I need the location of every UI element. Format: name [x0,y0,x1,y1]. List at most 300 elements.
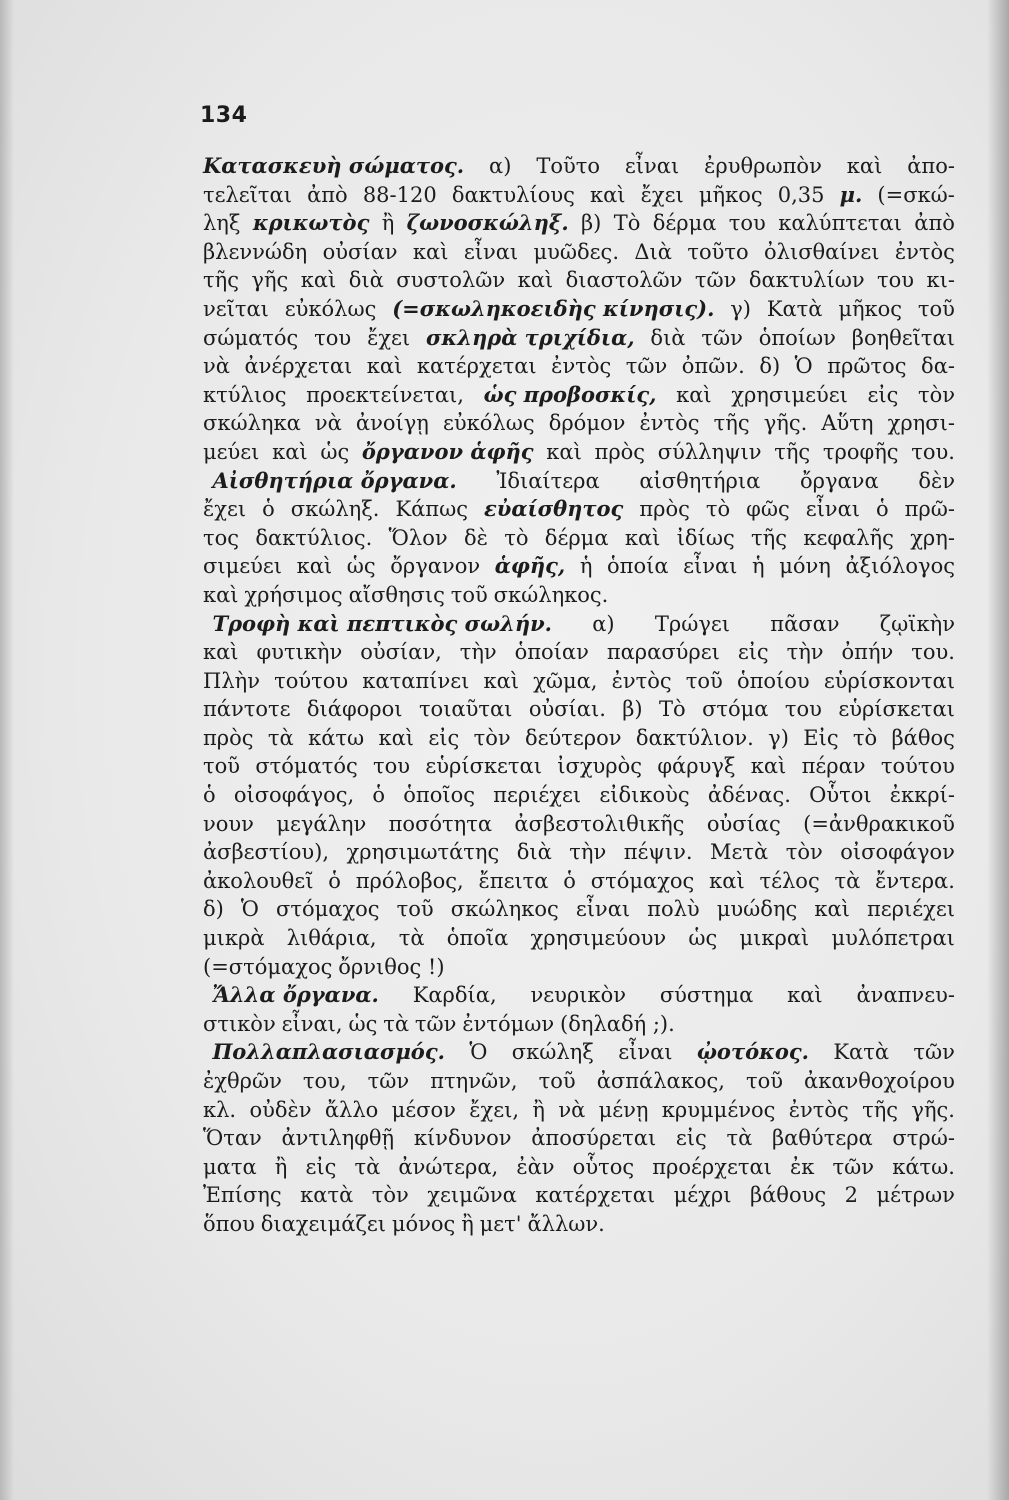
text-token: πρὸς [639,497,690,522]
text-token: ἀσβεστολιθικῆς [514,811,685,836]
text-token: ὡς [348,1011,378,1036]
text-line [203,409,955,438]
text-token: οὐδὲν [249,1097,312,1122]
text-token: ἐντόμων [462,1011,555,1036]
text-token: ἀκολουθεῖ [203,868,314,893]
text-token: φῶς [746,497,790,522]
text-token: περιέχει [866,897,955,922]
text-line [203,667,955,696]
text-token: καὶ [366,354,403,379]
text-token: ἀναπνευ- [856,983,955,1008]
text-line [203,610,955,639]
text-token: του [784,697,822,722]
text-token: δὲ [463,525,488,550]
text-token: τῶν [701,325,743,350]
text-token: πέψιν. [623,840,693,865]
text-token: ἀντιληφθῇ [281,1126,395,1151]
text-line [203,752,955,781]
text-token: ὁποῖος [403,783,475,808]
text-token: χρη- [910,525,955,550]
text-token: ἐντὸς [611,668,672,693]
text-token: μόνη [779,554,831,579]
text-token: τὸν [785,840,823,865]
text-token: σώματός [203,325,299,350]
text-token: σκώληξ. [290,497,380,522]
text-token: ὄρνιθος !) [338,954,445,979]
text-line [203,1124,955,1153]
bold-italic-term: Τροφὴ καὶ πεπτικὸς σωλήν. [212,610,552,636]
text-line [203,209,955,238]
text-token: τῶν [625,354,668,379]
text-token: δ) [759,354,781,379]
text-token: του, [302,1069,347,1093]
text-token: ὁ [328,868,341,893]
text-token: δὲν [918,468,955,493]
bold-italic-term: ἁφῆς, [494,553,566,579]
text-line [203,838,955,867]
text-token: καὶ [203,640,239,665]
text-token: εἰς [867,382,899,407]
text-token: του. [911,640,955,665]
text-token: σκώληκος [450,897,559,922]
text-token: ἀνώτερα, [398,1154,499,1179]
text-token: κεφαλῆς [803,525,894,550]
text-token: ὡς [346,554,376,579]
text-line [203,467,955,496]
text-token: διὰ [650,325,686,350]
text-token: καὶ [296,554,333,579]
text-token: τούτου [880,754,955,779]
text-token: προεκτείνεται, [306,382,464,407]
text-token: δακτύλιον. [635,725,754,750]
text-token: μόνος [391,1211,456,1236]
text-token: Ἰδιαίτερα [496,468,600,493]
text-token: δα- [921,354,955,379]
text-token: βοηθεῖται [851,325,955,350]
bold-italic-term: (=σκωληκοειδὴς κίνησις). [392,295,715,321]
text-token: σκώληκα [203,411,301,436]
text-token: ἀσπάλακος, [596,1069,725,1093]
text-token: τροφῆς [822,439,899,464]
text-token: ἐὰν [516,1154,555,1179]
text-token: 0,35 [777,182,825,207]
text-body [203,152,955,1239]
text-line [203,981,955,1010]
text-token: (=ἀνθρακικοῦ [803,811,955,836]
text-token: εἶναι [805,497,860,522]
text-token: μικρὰ [203,926,265,951]
text-token: τὴν [459,640,497,665]
text-token: οὗτος [572,1154,635,1179]
text-token: τῶν [832,1154,875,1179]
text-token: τὸ [705,497,731,522]
text-token: τοῦ [917,296,955,321]
text-token: ὀπῶν. [681,354,745,379]
text-token: α) [592,611,615,636]
text-token: καὶ [709,868,745,893]
text-token: μεύει [203,439,260,464]
text-token: πρῶτος [827,354,907,379]
text-line [203,781,955,810]
text-token: ὅπου [203,1211,255,1236]
text-token: τοῦ [685,668,723,693]
text-token: βάθους [749,1183,827,1208]
text-token: τὰ [398,926,425,951]
text-token: φάρυγξ [657,754,736,779]
text-line [203,1038,955,1067]
text-token: χρησιμωτάτης [346,840,500,865]
text-token: τῆς [862,1097,899,1122]
text-line [203,1010,955,1039]
text-token: δακτυλίους [451,182,575,207]
bold-italic-term: μ. [839,181,863,207]
bold-italic-term: εὐαίσθητος [483,496,624,522]
text-token: νὰ [314,411,342,436]
text-token: Τοῦτο [536,154,600,178]
text-token: χῶμα, [533,668,598,693]
text-token: τὰ [354,1154,381,1179]
text-token: ὁποίαν [514,640,589,665]
text-token: ὁ [563,868,576,893]
text-token: ὡς [688,926,718,951]
text-token: κίνδυνον [413,1126,512,1151]
text-token: τούτου [274,668,349,693]
text-line [203,895,955,924]
text-token: ἡ [579,554,593,579]
text-line [203,238,955,267]
text-token: ὡς [320,439,350,464]
text-token: ὁ [203,783,216,808]
text-token: εἶναι [618,1040,673,1065]
text-token: ὁ [875,497,889,522]
bold-italic-term: ζωνοσκώληξ. [406,210,569,236]
text-token: πολὺ [647,897,700,922]
text-token: ἔχει [203,497,247,522]
text-token: του [728,211,766,236]
text-token: ἀνέρχεται [244,354,353,379]
text-token: γ) [768,725,789,750]
text-token: νουν [203,811,254,836]
text-token: πέραν [801,754,866,779]
text-token: ἰδίως [676,525,735,550]
text-token: καταπίνει [362,668,470,693]
bold-italic-term: Ἄλλα ὄργανα. [212,982,379,1008]
text-token: μετ' [479,1211,522,1236]
bold-italic-term: Πολλαπλασιασμός. [212,1039,445,1065]
text-token: Οὗτοι [809,783,872,808]
text-line [203,152,955,181]
text-token: Κάπως [395,497,468,522]
text-token: ἔντερα. [875,868,955,893]
text-token: πρὸς [594,439,646,464]
text-token: γῆς. [911,1097,955,1122]
text-token: ὁ [262,497,275,522]
text-token: καὶ [300,268,337,293]
text-line [203,638,955,667]
text-token: τῶν [694,268,737,293]
text-token: τέλος [759,868,820,893]
text-token: οὐσίας [706,811,781,836]
text-token: χρησι- [887,411,955,436]
text-token: δέρμα [544,525,609,550]
text-token: ὁποίου [736,668,810,693]
text-line [203,953,955,982]
text-token: Κατὰ [766,296,823,321]
text-token: ἐντὸς [639,411,700,436]
text-token: καὶ [546,439,582,464]
text-token: 88-120 [362,182,437,207]
text-token: τοῦ [450,582,488,607]
text-token: τὸ [504,525,529,550]
text-token: ἀνοίγῃ [355,411,429,436]
page-number: 134 [200,103,248,128]
bold-italic-term: ὄργανον ἁφῆς [361,438,534,464]
text-token: συστολῶν [396,268,506,293]
text-token: εὑρίσκονται [823,668,955,693]
text-token: μυώδης [716,897,798,922]
text-token: καὶ [378,725,415,750]
text-token: σκώληκος. [493,582,609,607]
text-token: καὶ [750,754,787,779]
text-token: Κατὰ [833,1040,889,1065]
text-token: οἰσοφάγον [840,840,955,865]
text-token: Μετὰ [710,840,769,865]
bold-italic-term: ᾠοτόκος. [696,1039,809,1065]
text-token: εἰς [305,1154,337,1179]
text-token: ἔχει [640,182,684,207]
text-token: δακτύλιος. [255,525,373,550]
text-token: κατέρχεται [416,354,537,379]
text-token: οὐσίαν, [360,640,442,665]
text-token: ἀπο- [907,154,955,178]
text-token: Ὁ [469,1040,488,1065]
text-token: καὶ [483,668,519,693]
text-token: αἴσθησις [348,582,445,607]
text-token: ἄλλων. [527,1211,605,1236]
text-token: μέσον [391,1097,456,1122]
text-token: βλεννώδη [203,239,308,264]
text-token: στόμαχος [590,868,695,893]
text-token: ἐκκρί- [889,783,955,808]
text-token: νεῖται [203,296,269,321]
text-token: Ὁ [240,897,259,922]
text-token: τὰ [726,1126,753,1151]
text-token: παρασύρει [606,640,720,665]
bold-italic-term: σκληρὰ τριχίδια, [426,324,635,350]
text-line [203,1067,955,1096]
text-token: ἀπὸ [307,182,348,207]
text-token: ἡ [752,554,765,579]
text-token: πρὸς [203,725,254,750]
text-token: τῶν [367,1069,410,1093]
text-token: μῆκος [838,296,903,321]
text-token: ζῳϊκὴν [879,611,955,636]
text-line [203,324,955,353]
page-edge-right [987,0,1009,1500]
text-token: δακτυλίων [748,268,865,293]
text-token: α) [489,154,512,178]
text-token: ἢ [461,1211,474,1236]
text-token: στρώ- [892,1126,955,1151]
text-token: στόματός [255,754,358,779]
text-token: μυῶδες. [533,239,619,264]
text-token: εἶναι [575,897,631,922]
text-token: ἀδένας. [707,783,791,808]
text-token: εὐκόλως [442,411,535,436]
text-token: νὰ [558,1097,586,1122]
text-token: πᾶσαν [770,611,840,636]
text-token: εἰς [737,640,769,665]
text-token: κατέρχεται [535,1183,656,1208]
text-line [203,438,955,467]
text-token: ὄργανα [799,468,879,493]
text-token: διαστολῶν [565,268,683,293]
text-token: ἀσβεστίου), [203,840,329,865]
text-token: μῆκος [698,182,763,207]
text-token: γ) [730,296,751,321]
text-line [203,695,955,724]
text-token: λιθάρια, [286,926,377,951]
text-token: περιέχει [493,783,582,808]
text-token: του [314,325,352,350]
text-token: τὴν [569,840,607,865]
text-token: μέχρι [673,1183,732,1208]
text-token: ἀποσύρεται [531,1126,657,1151]
text-token: σκώληξ [511,1040,594,1065]
page-edge-left [0,0,14,1500]
text-token: κρυμμένος [661,1097,776,1122]
text-token: ἰσχυρὸς [557,754,643,779]
text-token: κατὰ [300,1183,354,1208]
text-token: εὐκόλως [284,296,377,321]
text-token: κάτω [308,725,365,750]
text-token: δρόμον [548,411,626,436]
text-token: εἶναι [463,239,519,264]
text-token: ὁποία [607,554,669,579]
text-line [203,1181,955,1210]
text-token: Καρδία, [412,983,497,1008]
text-token: ἢ [532,1097,545,1122]
text-token: τοῦ [203,754,241,779]
text-token: τῶν [414,1011,457,1036]
text-token: καὶ [676,382,712,407]
text-token: οὐσίαι. [528,697,606,722]
text-line [203,867,955,896]
text-token: νὰ [203,354,230,379]
text-token: τὸν [371,1183,409,1208]
text-token: διάφοροι [306,697,403,722]
text-token: (=σκώ- [877,182,955,207]
text-token: ἀξιόλογος [845,554,955,579]
text-token: Αὕτη [821,411,874,436]
text-token: καὶ [846,154,883,178]
text-token: 2 [844,1183,858,1208]
text-token: του. [911,439,955,464]
text-token: καὶ [624,525,661,550]
text-token: βάθος [891,725,955,750]
text-token: τὸ [852,725,878,750]
text-token: καὶ [203,582,239,607]
text-token: ἐκ [790,1154,815,1179]
text-token: χρησιμεύει [731,382,848,407]
text-token: ἐντὸς [551,354,612,379]
bold-italic-term: Κατασκευὴ σώματος. [203,153,465,178]
text-token: (=στόμαχος [203,954,333,979]
text-token: τοῦ [745,1069,783,1093]
text-token: β) [581,211,602,236]
text-token: πάντοτε [203,697,291,722]
text-token: εἰδικοὺς [599,783,690,808]
text-token: ἔπειτα [478,868,549,893]
text-token: τὰ [267,725,294,750]
text-line [203,524,955,553]
text-token: του [373,754,411,779]
text-token: Διὰ [634,239,672,264]
text-token: καὶ [814,897,850,922]
text-token: στόμαχος [276,897,380,922]
text-token: Ὁ [794,354,813,379]
text-token: ματα [203,1154,257,1179]
text-token: δεύτερον [524,725,622,750]
text-token: εὑρίσκεται [425,754,542,779]
text-token: ἀκανθοχοίρου [804,1069,955,1093]
text-token: διὰ [516,840,552,865]
text-token: χειμῶνα [427,1183,517,1208]
text-token: τοιαῦται [418,697,513,722]
text-token: Εἰς [803,725,839,750]
text-token: στόμα [702,697,769,722]
bold-italic-term: ὡς προβοσκίς, [483,381,657,407]
text-token: τῶν [913,1040,955,1065]
text-token: τῆς [713,411,750,436]
text-token: διαχειμάζει [260,1211,386,1236]
text-token: τῆς [203,268,239,293]
text-token: κάτω. [892,1154,955,1179]
text-token: β) [622,697,643,722]
text-token: τελεῖται [203,182,292,207]
text-line [203,724,955,753]
text-line [203,295,955,324]
text-token: (δηλαδή ;). [560,1011,675,1036]
text-line [203,1210,955,1239]
text-token: ἐντὸς [894,239,955,264]
text-token: χρήσιμος [244,582,343,607]
text-token: τοῦτο [687,239,749,264]
text-token: καὶ [412,239,449,264]
text-token: εἰς [675,1126,707,1151]
text-token: βαθύτερα [771,1126,873,1151]
text-token: νευρικὸν [530,983,626,1008]
text-token: κι- [926,268,955,293]
text-token: τοῦ [538,1069,576,1093]
text-token: Τὸ [613,211,641,236]
text-token: καὶ [272,439,308,464]
text-token: πρόλοβος, [355,868,464,893]
text-token: ἔχει, [469,1097,520,1122]
text-token: ὁ [372,783,386,808]
text-token: εἶναι, [281,1011,343,1036]
text-token: εὑρίσκεται [838,697,955,722]
text-token: ὀλισθαίνει [764,239,880,264]
text-token: τὸν [473,725,511,750]
text-token: τὰ [834,868,861,893]
text-token: πτηνῶν, [430,1069,518,1093]
text-line [203,381,955,410]
text-token: τὰ [383,1011,410,1036]
text-token: ἐχθρῶν [203,1069,282,1093]
text-token: μικραὶ [739,926,810,951]
text-token: δέρμα [652,211,717,236]
